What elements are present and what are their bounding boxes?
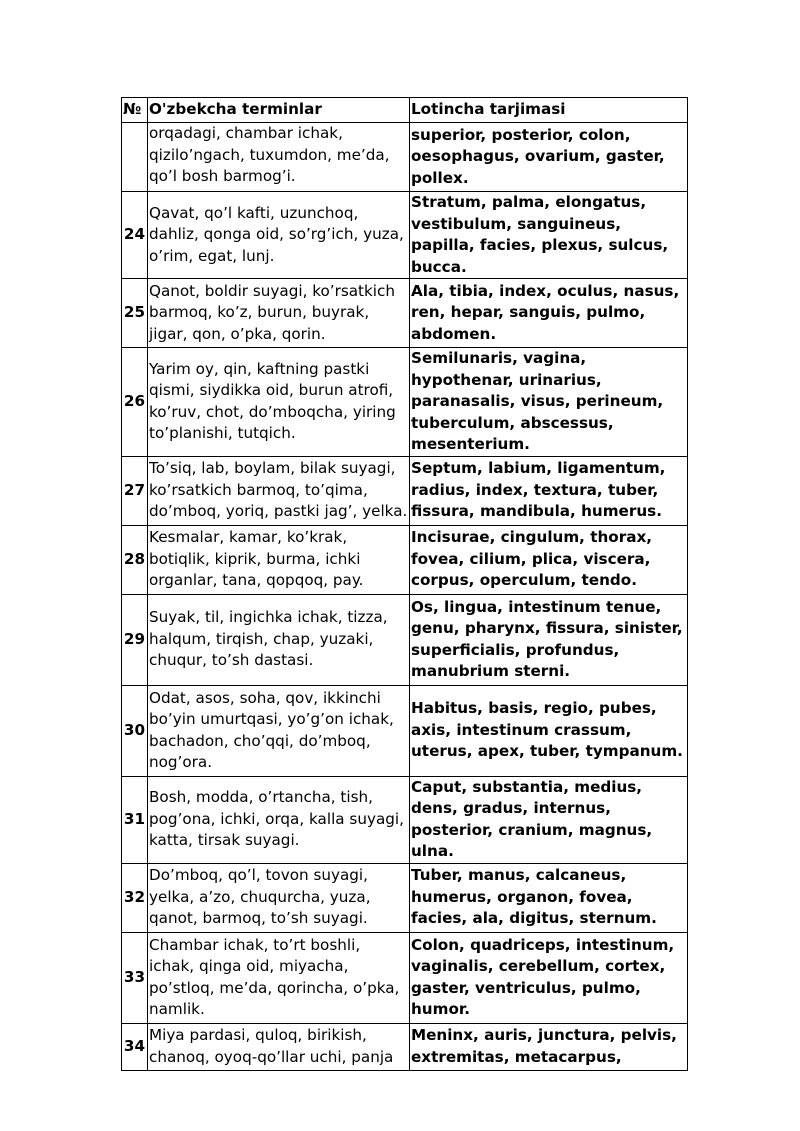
uzbek-terms-cell: Do’mboq, qo’l, tovon suyagi, yelka, a’zo, chuqurcha, yuza, qanot, barmoq, to’sh suyagi. — [148, 863, 410, 932]
row-number: 32 — [122, 863, 148, 932]
terms-table — [121, 97, 688, 1071]
row-number: 28 — [122, 525, 148, 594]
latin-terms-cell: Semilunaris, vagina, hypothenar, urinarius, paranasalis, visus, perineum, tuberculum, abscessus, mesenterium. — [410, 348, 688, 457]
row-number: 25 — [122, 279, 148, 348]
latin-terms-cell: Ala, tibia, index, oculus, nasus, ren, hepar, sanguis, pulmo, abdomen. — [410, 279, 688, 348]
row-number: 24 — [122, 192, 148, 279]
row-number: 31 — [122, 776, 148, 863]
row-number: 33 — [122, 932, 148, 1023]
uzbek-terms-cell: Odat, asos, soha, qov, ikkinchi bo’yin umurtqasi, yo’g’on ichak, bachadon, cho’qqi, do’mboq, nog’ora. — [148, 685, 410, 776]
uzbek-terms-cell: orqadagi, chambar ichak, qizilo’ngach, tuxumdon, me’da, qo’l bosh barmog’i. — [148, 123, 410, 192]
latin-terms-cell: Septum, labium, ligamentum, radius, index, textura, tuber, fissura, mandibula, humerus. — [410, 456, 688, 525]
table-row — [122, 192, 688, 279]
latin-terms-cell: Meninx, auris, junctura, pelvis, extremitas, metacarpus, — [410, 1023, 688, 1070]
header-uzbek-terms: O'zbekcha terminlar — [148, 98, 410, 123]
latin-terms-cell: Tuber, manus, calcaneus, humerus, organon, fovea, facies, ala, digitus, sternum. — [410, 863, 688, 932]
uzbek-terms-cell: Yarim oy, qin, kaftning pastki qismi, siydikka oid, burun atrofi, ko’ruv, chot, do’mboqcha, yiring to’planishi, tutqich. — [148, 348, 410, 457]
latin-terms-cell: Os, lingua, intestinum tenue, genu, pharynx, fissura, sinister, superficialis, profundus, manubrium sterni. — [410, 594, 688, 685]
table-row — [122, 863, 688, 932]
latin-terms-cell: Incisurae, cingulum, thorax, fovea, cilium, plica, viscera, corpus, operculum, tendo. — [410, 525, 688, 594]
table-row — [122, 932, 688, 1023]
table-row — [122, 279, 688, 348]
row-number: 27 — [122, 456, 148, 525]
table-row — [122, 685, 688, 776]
row-number: 30 — [122, 685, 148, 776]
row-number — [122, 123, 148, 192]
uzbek-terms-cell: To’siq, lab, boylam, bilak suyagi, ko’rsatkich barmoq, to’qima, do’mboq, yoriq, pastki jag’, yelka. — [148, 456, 410, 525]
uzbek-terms-cell: Miya pardasi, quloq, birikish, chanoq, oyoq-qo’llar uchi, panja — [148, 1023, 410, 1070]
table-row — [122, 123, 688, 192]
latin-terms-cell: Stratum, palma, elongatus, vestibulum, sanguineus, papilla, facies, plexus, sulcus, bucca. — [410, 192, 688, 279]
table-row — [122, 594, 688, 685]
uzbek-terms-cell: Kesmalar, kamar, ko’krak, botiqlik, kiprik, burma, ichki organlar, tana, qopqoq, pay. — [148, 525, 410, 594]
table-header-row — [122, 98, 688, 123]
latin-terms-cell: Colon, quadriceps, intestinum, vaginalis, cerebellum, cortex, gaster, ventriculus, pulmo, humor. — [410, 932, 688, 1023]
header-number: № — [122, 98, 148, 123]
table-row — [122, 525, 688, 594]
latin-terms-cell: superior, posterior, colon, oesophagus, ovarium, gaster, pollex. — [410, 123, 688, 192]
table-row — [122, 456, 688, 525]
latin-terms-cell: Caput, substantia, medius, dens, gradus, internus, posterior, cranium, magnus, ulna. — [410, 776, 688, 863]
table-row — [122, 1023, 688, 1070]
uzbek-terms-cell: Bosh, modda, o’rtancha, tish, pog’ona, ichki, orqa, kalla suyagi, katta, tirsak suyagi. — [148, 776, 410, 863]
uzbek-terms-cell: Qanot, boldir suyagi, ko’rsatkich barmoq, ko’z, burun, buyrak, jigar, qon, o’pka, qorin. — [148, 279, 410, 348]
row-number: 29 — [122, 594, 148, 685]
row-number: 26 — [122, 348, 148, 457]
row-number: 34 — [122, 1023, 148, 1070]
table-row — [122, 348, 688, 457]
table-row — [122, 776, 688, 863]
uzbek-terms-cell: Suyak, til, ingichka ichak, tizza, halqum, tirqish, chap, yuzaki, chuqur, to’sh dastasi. — [148, 594, 410, 685]
uzbek-terms-cell: Chambar ichak, to’rt boshli, ichak, qinga oid, miyacha, po’stloq, me’da, qorincha, o’pka, namlik. — [148, 932, 410, 1023]
header-latin-translation: Lotincha tarjimasi — [410, 98, 688, 123]
uzbek-terms-cell: Qavat, qo’l kafti, uzunchoq, dahliz, qonga oid, so’rg’ich, yuza, o’rim, egat, lunj. — [148, 192, 410, 279]
latin-terms-cell: Habitus, basis, regio, pubes, axis, intestinum crassum, uterus, apex, tuber, tympanum. — [410, 685, 688, 776]
